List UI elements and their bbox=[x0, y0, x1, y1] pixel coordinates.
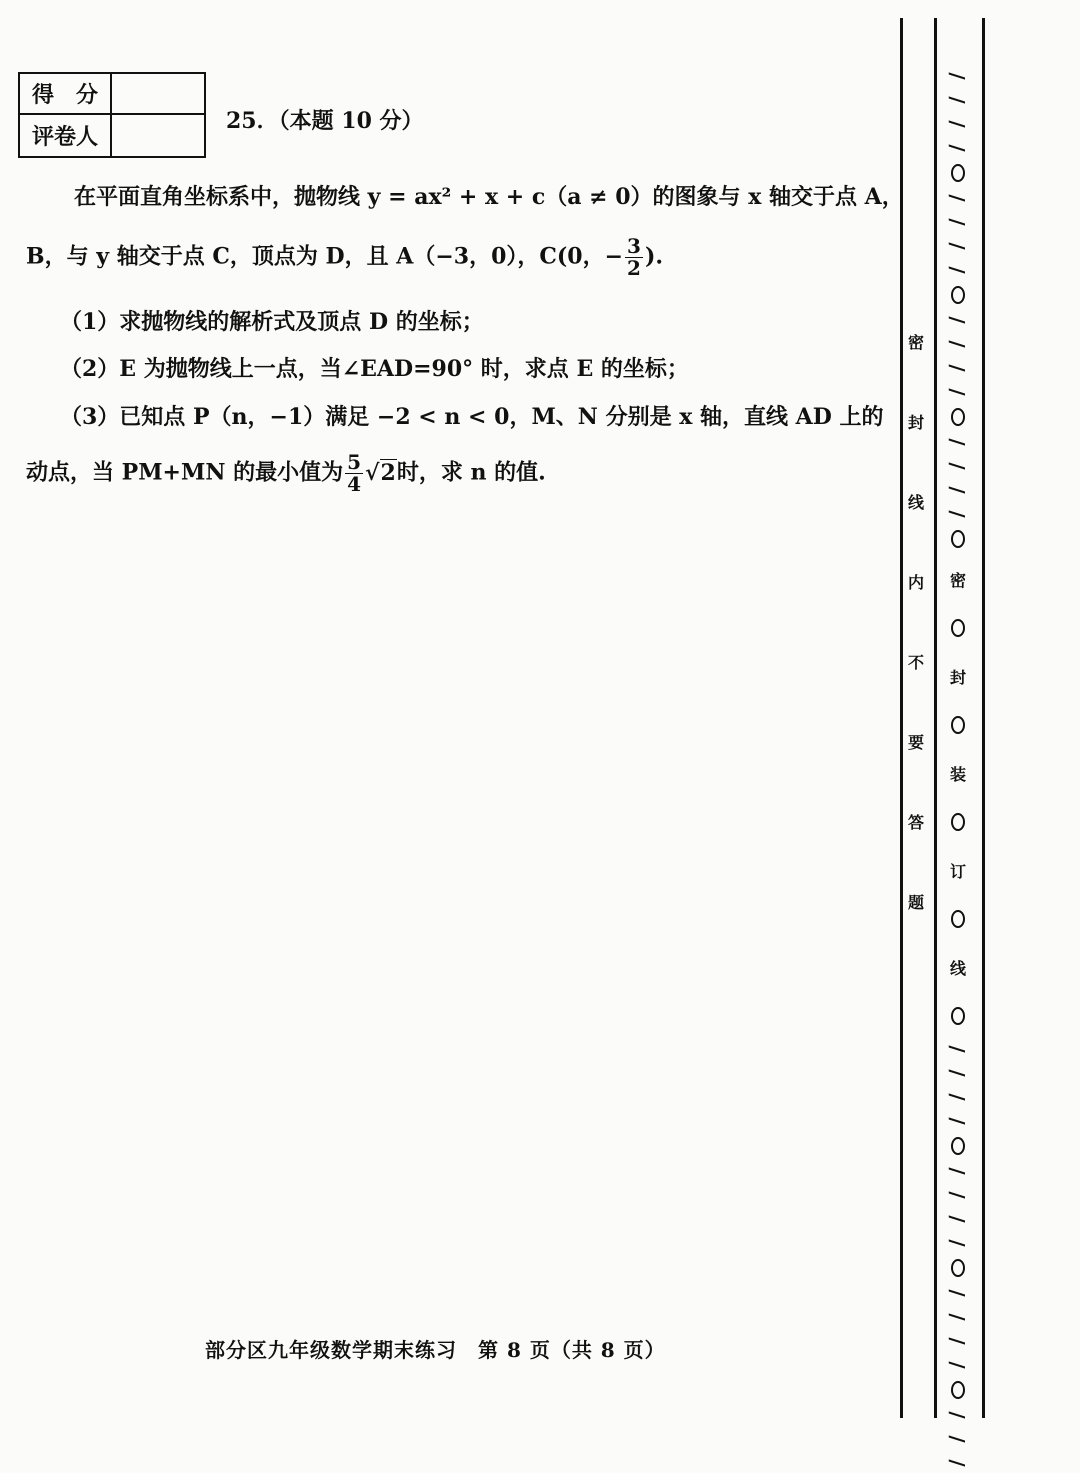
binding-outer-pattern bbox=[944, 66, 972, 1473]
binding-ring bbox=[951, 1007, 965, 1025]
binding-ring bbox=[951, 716, 965, 734]
binding-slash: / bbox=[946, 1069, 970, 1077]
binding-ring bbox=[951, 910, 965, 928]
sqrt-expression: √2 bbox=[365, 459, 396, 486]
binding-ring bbox=[951, 164, 965, 182]
binding-slash: / bbox=[946, 1289, 970, 1297]
binding-slash: / bbox=[946, 1117, 970, 1125]
score-value-cell bbox=[112, 74, 204, 115]
binding-line-left bbox=[900, 18, 903, 1418]
binding-slash: / bbox=[946, 144, 970, 152]
part-2: （2）E 为抛物线上一点，当∠EAD=90° 时，求点 E 的坐标； bbox=[60, 356, 689, 382]
binding-inner-text bbox=[904, 330, 928, 913]
binding-slash: / bbox=[946, 438, 970, 446]
fraction-denominator: 2 bbox=[627, 256, 641, 280]
fraction-denominator: 4 bbox=[347, 472, 362, 496]
binding-slash: / bbox=[946, 388, 970, 396]
binding-outer-char: 密 bbox=[949, 571, 966, 590]
score-table bbox=[18, 72, 206, 158]
binding-slash: / bbox=[946, 218, 970, 226]
grader-label: 评卷人 bbox=[20, 115, 112, 156]
part-3-end: 时，求 n 的值. bbox=[396, 459, 546, 486]
binding-slash: / bbox=[946, 96, 970, 104]
binding-slash: / bbox=[946, 1093, 970, 1101]
binding-slash: / bbox=[946, 1361, 970, 1369]
fraction-numerator: 5 bbox=[347, 450, 362, 474]
binding-slash: / bbox=[946, 1459, 970, 1467]
binding-ring bbox=[951, 619, 965, 637]
binding-slash: / bbox=[946, 242, 970, 250]
binding-inner-char: 不 bbox=[907, 653, 924, 672]
binding-ring bbox=[951, 1259, 965, 1277]
binding-inner-char: 要 bbox=[907, 733, 924, 752]
binding-slash: / bbox=[946, 510, 970, 518]
binding-outer-char: 装 bbox=[949, 765, 966, 784]
binding-slash: / bbox=[946, 266, 970, 274]
binding-slash: / bbox=[946, 340, 970, 348]
binding-slash: / bbox=[946, 72, 970, 80]
fraction-numerator: 3 bbox=[627, 234, 641, 258]
binding-slash: / bbox=[946, 1435, 970, 1443]
question-number: 25．（本题 10 分） bbox=[226, 108, 424, 134]
binding-slash: / bbox=[946, 1337, 970, 1345]
binding-slash: / bbox=[946, 1411, 970, 1419]
grader-value-cell bbox=[112, 115, 204, 156]
binding-outer-char: 订 bbox=[949, 862, 966, 881]
score-label: 得 分 bbox=[20, 74, 112, 115]
binding-inner-char: 线 bbox=[907, 493, 924, 512]
binding-inner-char: 内 bbox=[907, 573, 924, 592]
binding-inner-char: 封 bbox=[907, 413, 924, 432]
intro-2-end: ). bbox=[644, 243, 664, 270]
binding-slash: / bbox=[946, 194, 970, 202]
question-intro-line-1: 在平面直角坐标系中，抛物线 y = ax² + x + c（a ≠ 0）的图象与 x 轴交于点 A， bbox=[74, 184, 904, 210]
binding-slash: / bbox=[946, 316, 970, 324]
question-intro-line-2 bbox=[26, 236, 663, 279]
binding-inner-char: 密 bbox=[907, 333, 924, 352]
radicand: 2 bbox=[380, 459, 396, 486]
binding-line-middle bbox=[934, 18, 937, 1418]
part-3-line-1: （3）已知点 P（n，−1）满足 −2 < n < 0，M、N 分别是 x 轴，直线 AD 上的 bbox=[60, 404, 884, 430]
binding-slash: / bbox=[946, 462, 970, 470]
binding-slash: / bbox=[946, 1239, 970, 1247]
binding-slash: / bbox=[946, 1045, 970, 1053]
binding-slash: / bbox=[946, 1167, 970, 1175]
binding-inner-char: 题 bbox=[907, 893, 924, 912]
binding-line-right bbox=[982, 18, 985, 1418]
binding-outer-char: 线 bbox=[949, 959, 966, 978]
binding-slash: / bbox=[946, 1191, 970, 1199]
part-3-line-2 bbox=[26, 452, 546, 495]
binding-inner-char: 答 bbox=[907, 813, 924, 832]
binding-ring bbox=[951, 408, 965, 426]
binding-ring bbox=[951, 286, 965, 304]
page-footer: 部分区九年级数学期末练习 第 8 页（共 8 页） bbox=[205, 1338, 666, 1362]
binding-slash: / bbox=[946, 1215, 970, 1223]
binding-ring bbox=[951, 530, 965, 548]
binding-ring bbox=[951, 1381, 965, 1399]
intro-2-text: B，与 y 轴交于点 C，顶点为 D，且 A（−3，0），C(0，− bbox=[26, 243, 624, 270]
binding-ring bbox=[951, 813, 965, 831]
binding-slash: / bbox=[946, 120, 970, 128]
binding-slash: / bbox=[946, 1313, 970, 1321]
fraction-three-halves bbox=[625, 236, 643, 279]
binding-slash: / bbox=[946, 364, 970, 372]
fraction-five-quarters bbox=[345, 452, 363, 495]
part-1: （1）求抛物线的解析式及顶点 D 的坐标； bbox=[60, 309, 484, 335]
binding-slash: / bbox=[946, 486, 970, 494]
binding-outer-char: 封 bbox=[949, 668, 966, 687]
part-3-text: 动点，当 PM+MN 的最小值为 bbox=[26, 459, 344, 486]
binding-ring bbox=[951, 1137, 965, 1155]
